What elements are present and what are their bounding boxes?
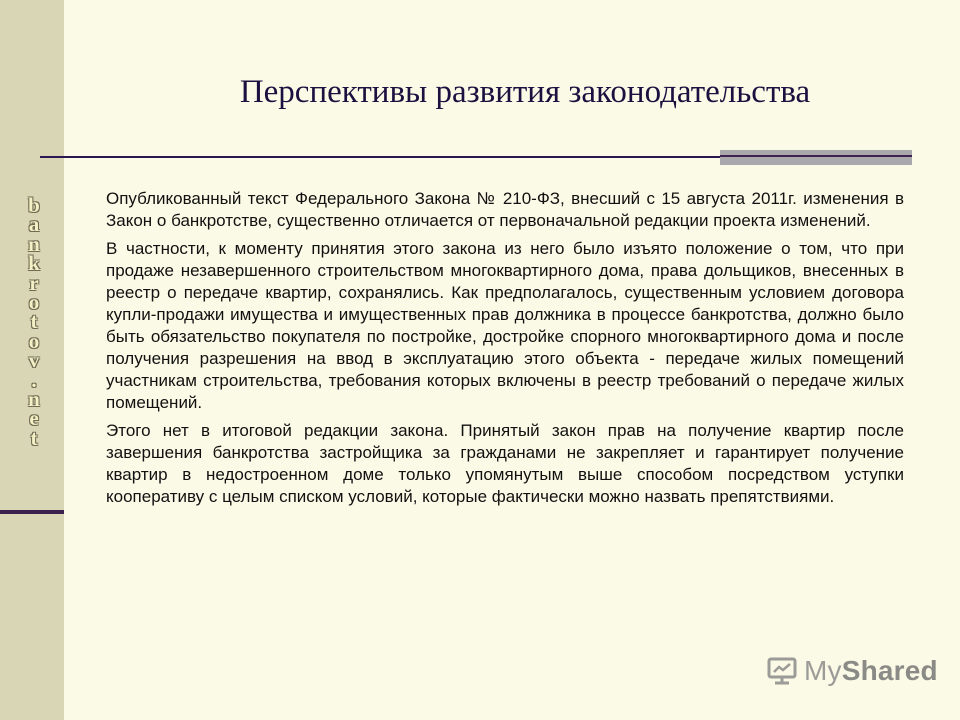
accent-bar bbox=[720, 150, 912, 165]
watermark-shared: Shared bbox=[841, 655, 938, 686]
mysharedwatermark bbox=[766, 655, 938, 687]
watermark-my: My bbox=[804, 655, 842, 686]
sidebar-divider bbox=[0, 510, 64, 514]
slide-title: Перспективы развития законодательства bbox=[239, 74, 811, 110]
watermark-text bbox=[804, 655, 938, 687]
presentation-board-icon bbox=[766, 655, 798, 687]
paragraph-3: Этого нет в итоговой редакции закона. Принятый закон прав на получение квартир после завершения банкротства застройщика за гражданами не закрепляет и гарантирует получение квартир в недостроенном доме только упомянутым выше способом посредством уступки кооперативу с целым списком условий, которые фактически можно назвать препятствиями. bbox=[106, 421, 904, 506]
sidebar-vertical-text: b a n k r o t o v . n e t bbox=[28, 193, 40, 450]
title-underline bbox=[40, 156, 722, 158]
accent-bar-line bbox=[720, 155, 912, 157]
sidebar-strip bbox=[0, 0, 64, 720]
slide-body bbox=[106, 188, 904, 514]
paragraph-1: Опубликованный текст Федерального Закона № 210-ФЗ, внесший с 15 августа 2011г. изменения в Закон о банкротстве, существенно отличается от первоначальной редакции проекта изменений. bbox=[106, 189, 904, 230]
paragraph-2: В частности, к моменту принятия этого закона из него было изъято положение о том, что при продаже незавершенного строительством многоквартирного дома, права дольщиков, внесенных в реестр о передаче квартир, сохранялись. Как предполагалось, существенным условием договора купли-продажи имущества и имущественных прав должника в процессе банкротства, должно было быть обязательство покупателя по постройке, достройке спорного многоквартирного дома и после получения разрешения на ввод в эксплуатацию этого объекта - передаче жилых помещений участникам строительства, требования которых включены в реестр требований о передаче жилых помещений. bbox=[106, 239, 904, 412]
